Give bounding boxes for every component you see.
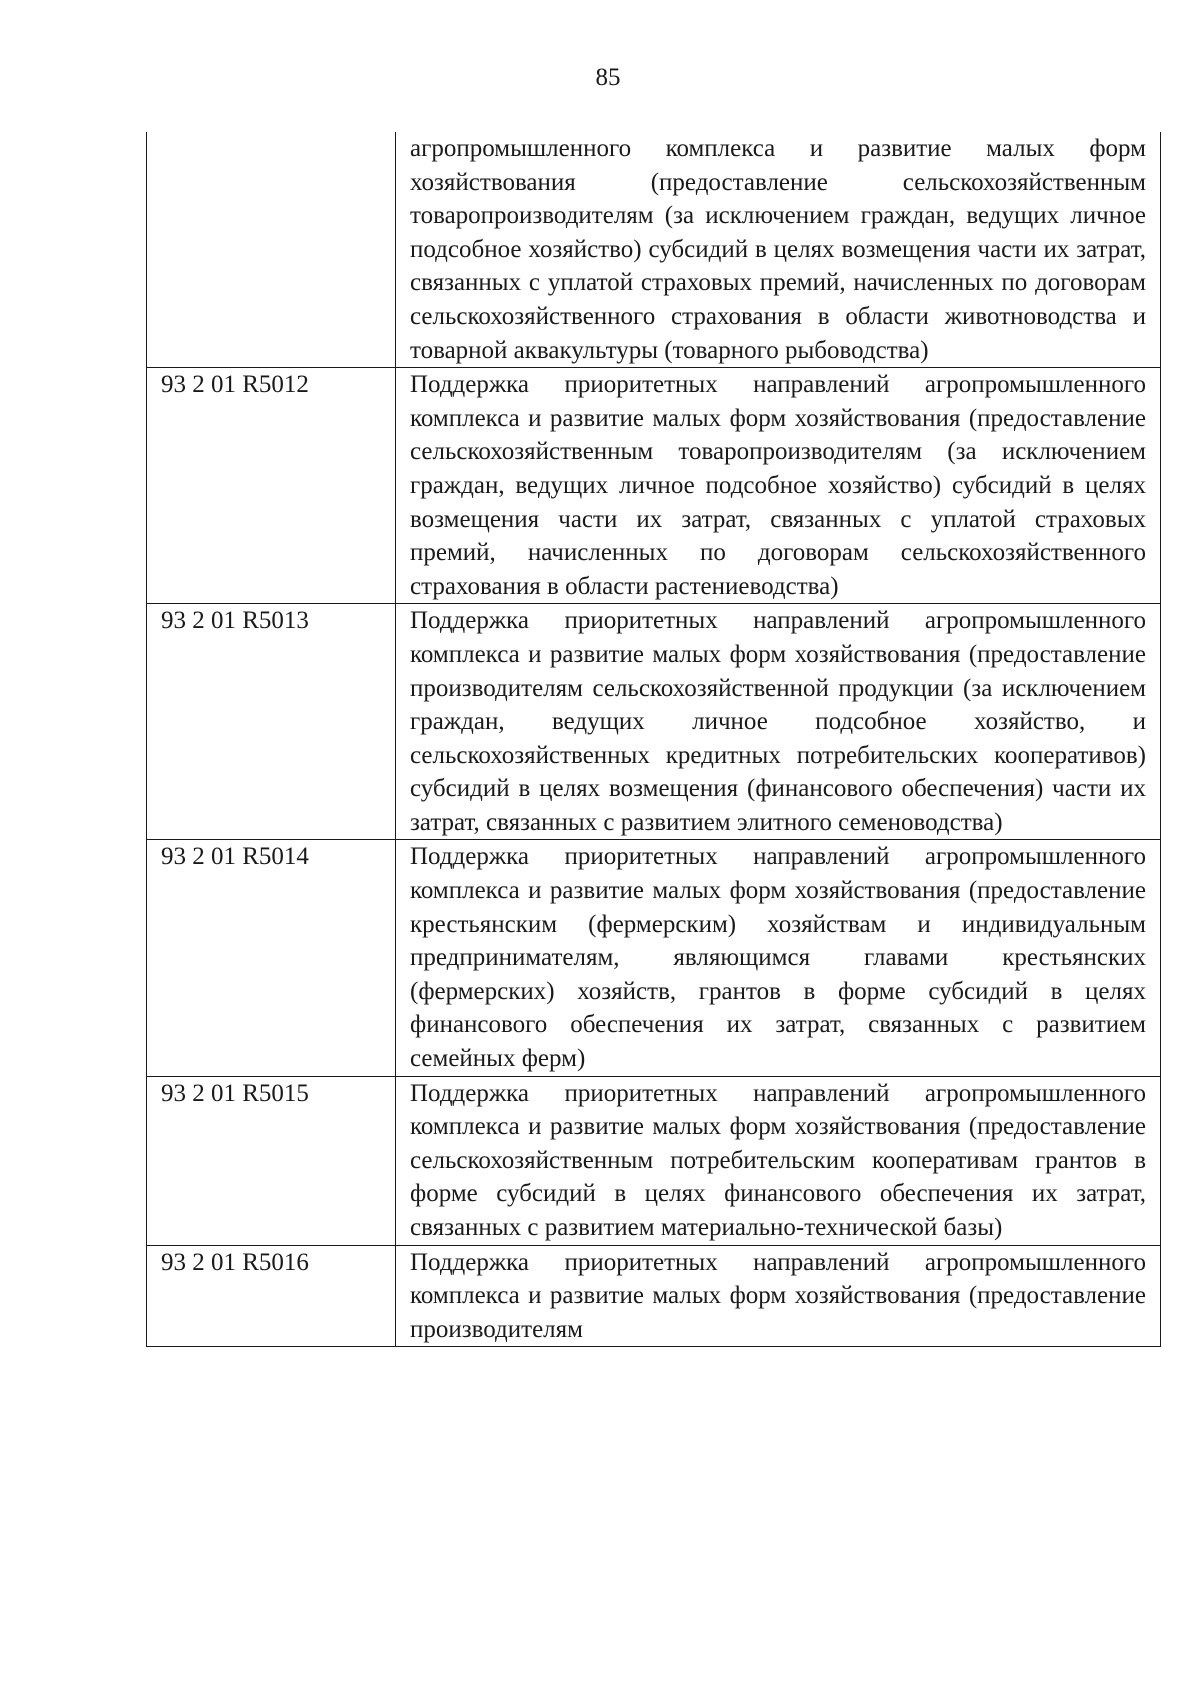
budget-code-table xyxy=(146,132,1161,1347)
budget-code-cell xyxy=(147,132,396,368)
table-row xyxy=(147,840,1161,1076)
description-cell: Поддержка приоритетных направлений агропромышленного комплекса и развитие малых форм хозяйствования (предоставление производителям сельскохозяйственной продукции (за исключением граждан, ведущих личное подсобное хозяйство, и сельскохозяйственных кредитных потребительских кооперативов) субсидий в целях возмещения (финансового обеспечения) части их затрат, связанных с развитием элитного семеноводства) xyxy=(396,604,1161,840)
table-row xyxy=(147,1245,1161,1347)
budget-code-cell: 93 2 01 R5016 xyxy=(147,1245,396,1347)
budget-code-cell: 93 2 01 R5013 xyxy=(147,604,396,840)
budget-code-cell: 93 2 01 R5012 xyxy=(147,368,396,604)
budget-code-cell: 93 2 01 R5014 xyxy=(147,840,396,1076)
description-cell: Поддержка приоритетных направлений агропромышленного комплекса и развитие малых форм хозяйствования (предоставление сельскохозяйственным потребительским кооперативам грантов в форме субсидий в целях финансового обеспечения их затрат, связанных с развитием материально-технической базы) xyxy=(396,1076,1161,1245)
description-cell: Поддержка приоритетных направлений агропромышленного комплекса и развитие малых форм хозяйствования (предоставление крестьянским (фермерским) хозяйствам и индивидуальным предпринимателям, являющимся главами крестьянских (фермерских) хозяйств, грантов в форме субсидий в целях финансового обеспечения их затрат, связанных с развитием семейных ферм) xyxy=(396,840,1161,1076)
page-number: 85 xyxy=(595,64,621,91)
table-row xyxy=(147,1076,1161,1245)
description-cell: Поддержка приоритетных направлений агропромышленного комплекса и развитие малых форм хозяйствования (предоставление сельскохозяйственным товаропроизводителям (за исключением граждан, ведущих личное подсобное хозяйство) субсидий в целях возмещения части их затрат, связанных с уплатой страховых премий, начисленных по договорам сельскохозяйственного страхования в области растениеводства) xyxy=(396,368,1161,604)
table-row xyxy=(147,368,1161,604)
description-cell: агропромышленного комплекса и развитие малых форм хозяйствования (предоставление сельскохозяйственным товаропроизводителям (за исключением граждан, ведущих личное подсобное хозяйство) субсидий в целях возмещения части их затрат, связанных с уплатой страховых премий, начисленных по договорам сельскохозяйственного страхования в области животноводства и товарной аквакультуры (товарного рыбоводства) xyxy=(396,132,1161,368)
table-row xyxy=(147,604,1161,840)
table-row xyxy=(147,132,1161,368)
budget-code-cell: 93 2 01 R5015 xyxy=(147,1076,396,1245)
description-cell: Поддержка приоритетных направлений агропромышленного комплекса и развитие малых форм хозяйствования (предоставление производителям xyxy=(396,1245,1161,1347)
